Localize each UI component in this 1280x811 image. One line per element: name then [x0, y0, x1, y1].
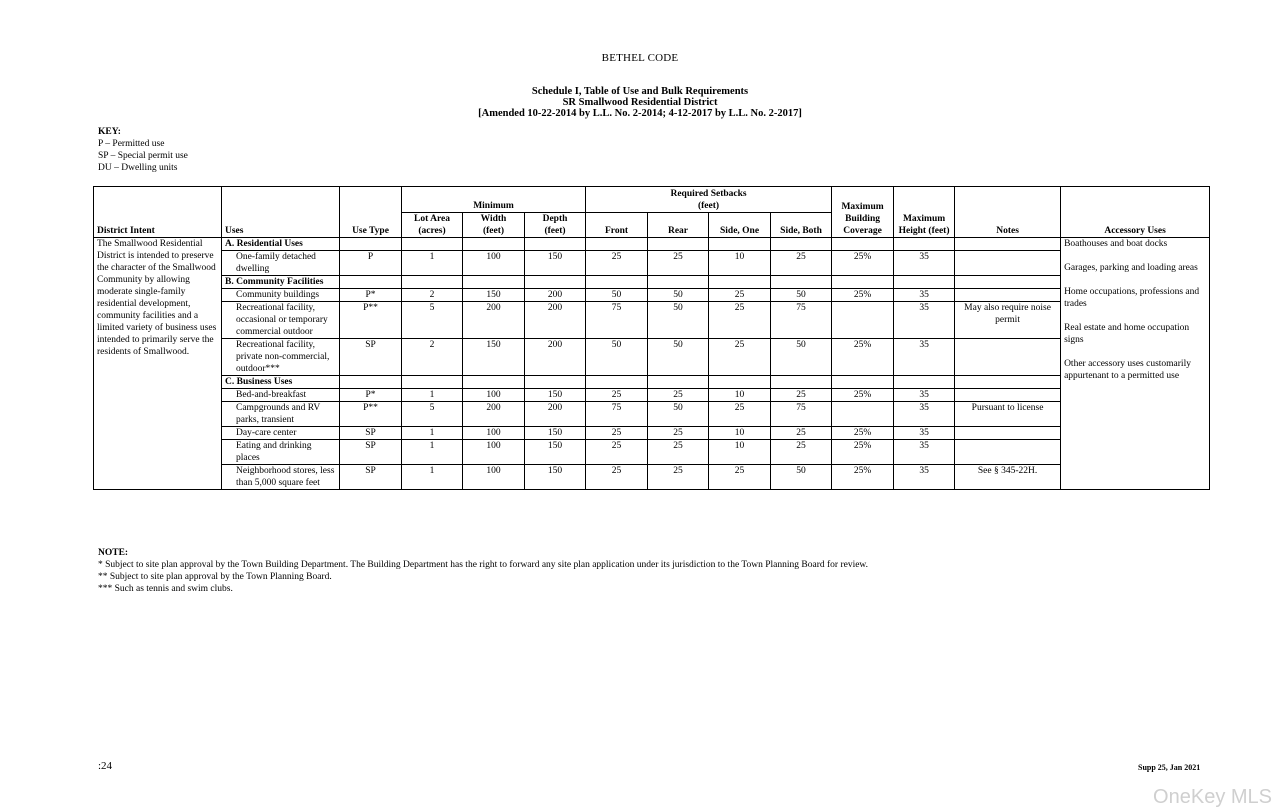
key-item: SP – Special permit use	[98, 151, 188, 161]
table-row: Bed-and-breakfast P* 1 100 150 25 25 10 25 25% 35	[94, 389, 1210, 402]
page-header: BETHEL CODE	[601, 52, 679, 64]
note-title: NOTE:	[98, 548, 129, 558]
header-width	[463, 213, 525, 238]
section-business: C. Business Uses	[222, 376, 340, 389]
header-uses: Uses	[222, 187, 340, 238]
key-title: KEY:	[98, 127, 121, 137]
header-width-unit: (feet)	[482, 226, 505, 236]
header-minimum: Minimum	[402, 187, 586, 213]
header-setbacks-label: Required Setbacks	[670, 189, 747, 199]
header-lot-area	[402, 213, 463, 238]
header-max-coverage: Maximum Building Coverage	[832, 187, 894, 238]
header-side-one: Side, One	[709, 213, 771, 238]
use-bulk-table	[93, 186, 1210, 490]
document-title	[0, 86, 1280, 119]
header-setbacks-unit: (feet)	[697, 201, 720, 211]
header-side-both: Side, Both	[771, 213, 832, 238]
title-line-2: SR Smallwood Residential District	[562, 97, 718, 108]
accessory-use-item: Real estate and home occupation signs	[1064, 323, 1190, 345]
header-required-setbacks	[586, 187, 832, 213]
table-row: Day-care center SP 1 100 150 25 25 10 25 25% 35	[94, 427, 1210, 440]
note-item: ** Subject to site plan approval by the Town Planning Board.	[98, 572, 332, 582]
header-accessory-uses: Accessory Uses	[1061, 187, 1210, 238]
header-district-intent: District Intent	[94, 187, 222, 238]
note-item: * Subject to site plan approval by the Town Building Department. The Building Department has the right to forward any site plan application under its jurisdiction to the Town Planning Board for review.	[98, 560, 869, 570]
section-community: B. Community Facilities	[222, 276, 340, 289]
supplement-label: Supp 25, Jan 2021	[1138, 763, 1201, 772]
table-row: Recreational facility, private non-commercial, outdoor*** SP 2 150 200 50 50 25 50 25% 35	[94, 339, 1210, 376]
table-row: Community buildings P* 2 150 200 50 50 25 50 25% 35	[94, 289, 1210, 302]
watermark-logo: OneKey MLS	[1153, 786, 1272, 808]
header-front: Front	[586, 213, 648, 238]
accessory-uses-cell	[1061, 238, 1210, 490]
note-item: *** Such as tennis and swim clubs.	[98, 584, 233, 594]
key-legend	[98, 126, 188, 174]
key-item: DU – Dwelling units	[98, 163, 178, 173]
table-row: Eating and drinking places SP 1 100 150 25 25 10 25 25% 35	[94, 440, 1210, 465]
table-row: Recreational facility, occasional or temporary commercial outdoor P** 5 200 200 75 50 25 75 35 May also require noise permit	[94, 302, 1210, 339]
header-rear: Rear	[648, 213, 709, 238]
accessory-use-item: Other accessory uses customarily appurtenant to a permitted use	[1064, 359, 1191, 381]
header-notes: Notes	[955, 187, 1061, 238]
header-lot-area-unit: (acres)	[418, 226, 446, 236]
table-row: Campgrounds and RV parks, transient P** 5 200 200 75 50 25 75 35 Pursuant to license	[94, 402, 1210, 427]
table-row: Neighborhood stores, less than 5,000 square feet SP 1 100 150 25 25 25 50 25% 35 See § 345-22H.	[94, 465, 1210, 490]
accessory-use-item: Boathouses and boat docks	[1064, 239, 1168, 249]
accessory-use-item: Home occupations, professions and trades	[1064, 287, 1200, 309]
title-line-3: [Amended 10-22-2014 by L.L. No. 2-2014; 4-12-2017 by L.L. No. 2-2017]	[478, 108, 802, 119]
accessory-use-item: Garages, parking and loading areas	[1064, 263, 1198, 273]
header-lot-area-label: Lot Area	[414, 214, 450, 224]
title-line-1: Schedule I, Table of Use and Bulk Requirements	[531, 86, 749, 97]
header-use-type: Use Type	[340, 187, 402, 238]
key-item: P – Permitted use	[98, 139, 165, 149]
header-depth	[525, 213, 586, 238]
section-residential: A. Residential Uses	[222, 238, 340, 251]
header-max-height: Maximum Height (feet)	[894, 187, 955, 238]
notes-footnotes	[98, 547, 868, 595]
header-depth-label: Depth	[542, 214, 568, 224]
header-width-label: Width	[480, 214, 507, 224]
page-number: :24	[98, 760, 113, 772]
district-intent-text: The Smallwood Residential District is intended to preserve the character of the Smallwood Community by allowing moderate single-family residential development, community facilities and a limited variety of business uses intended to primarily serve the residents of Smallwood.	[94, 238, 222, 490]
table-row: One-family detached dwelling P 1 100 150 25 25 10 25 25% 35	[94, 251, 1210, 276]
header-depth-unit: (feet)	[544, 226, 566, 236]
